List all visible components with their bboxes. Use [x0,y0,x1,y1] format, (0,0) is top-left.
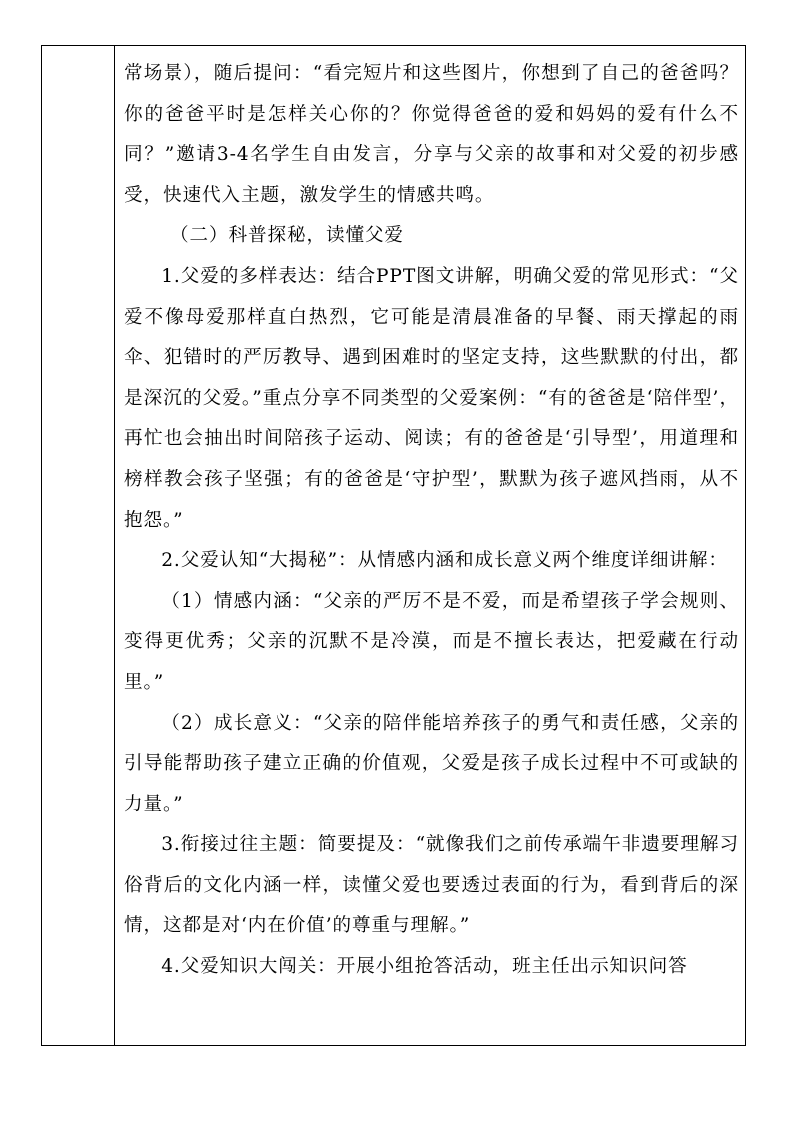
paragraph-item-3: 3.衔接过往主题：简要提及：“就像我们之前传承端午非遗要理解习俗背后的文化内涵一样，读懂父爱也要透过表面的行为，看到背后的深情，这都是对‘内在价值’的尊重与理解。” [124,834,739,937]
paragraph-subitem-2: （2）成长意义：“父亲的陪伴能培养孩子的勇气和责任感，父亲的引导能帮助孩子建立正确的价值观，父爱是孩子成长过程中不可或缺的力量。” [124,712,739,815]
paragraph-item-4: 4.父爱知识大闯关：开展小组抢答活动，班主任出示知识问答 [161,956,688,978]
table-content-cell [116,46,745,1045]
lesson-plan-table [41,45,746,1046]
paragraph-subitem-1: （1）情感内涵：“父亲的严厉不是不爱，而是希望孩子学会规则、变得更优秀；父亲的沉默不是冷漠，而是不擅长表达，把爱藏在行动里。” [124,590,739,693]
paragraph-item-2: 2.父爱认知“大揭秘”：从情感内涵和成长意义两个维度详细讲解： [161,550,728,572]
table-left-column [42,46,115,1045]
section-heading: （二）科普探秘，读懂父爱 [170,225,404,247]
paragraph-intro-continued: 常场景），随后提问：“看完短片和这些图片，你想到了自己的爸爸吗？你的爸爸平时是怎样关心你的？你觉得爸爸的爱和妈妈的爱有什么不同？”邀请3-4名学生自由发言，分享与父亲的故事和对父爱的初步感受，快速代入主题，激发学生的情感共鸣。 [124,63,739,206]
paragraph-item-1: 1.父爱的多样表达：结合PPT图文讲解，明确父爱的常见形式：“父爱不像母爱那样直白热烈，它可能是清晨准备的早餐、雨天撑起的雨伞、犯错时的严厉教导、遇到困难时的坚定支持，这些默默的付出，都是深沉的父爱。”重点分享不同类型的父爱案例：“有的爸爸是‘陪伴型’，再忙也会抽出时间陪孩子运动、阅读；有的爸爸是‘引导型’，用道理和榜样教会孩子坚强；有的爸爸是‘守护型’，默默为孩子遮风挡雨，从不抱怨。” [124,265,739,531]
